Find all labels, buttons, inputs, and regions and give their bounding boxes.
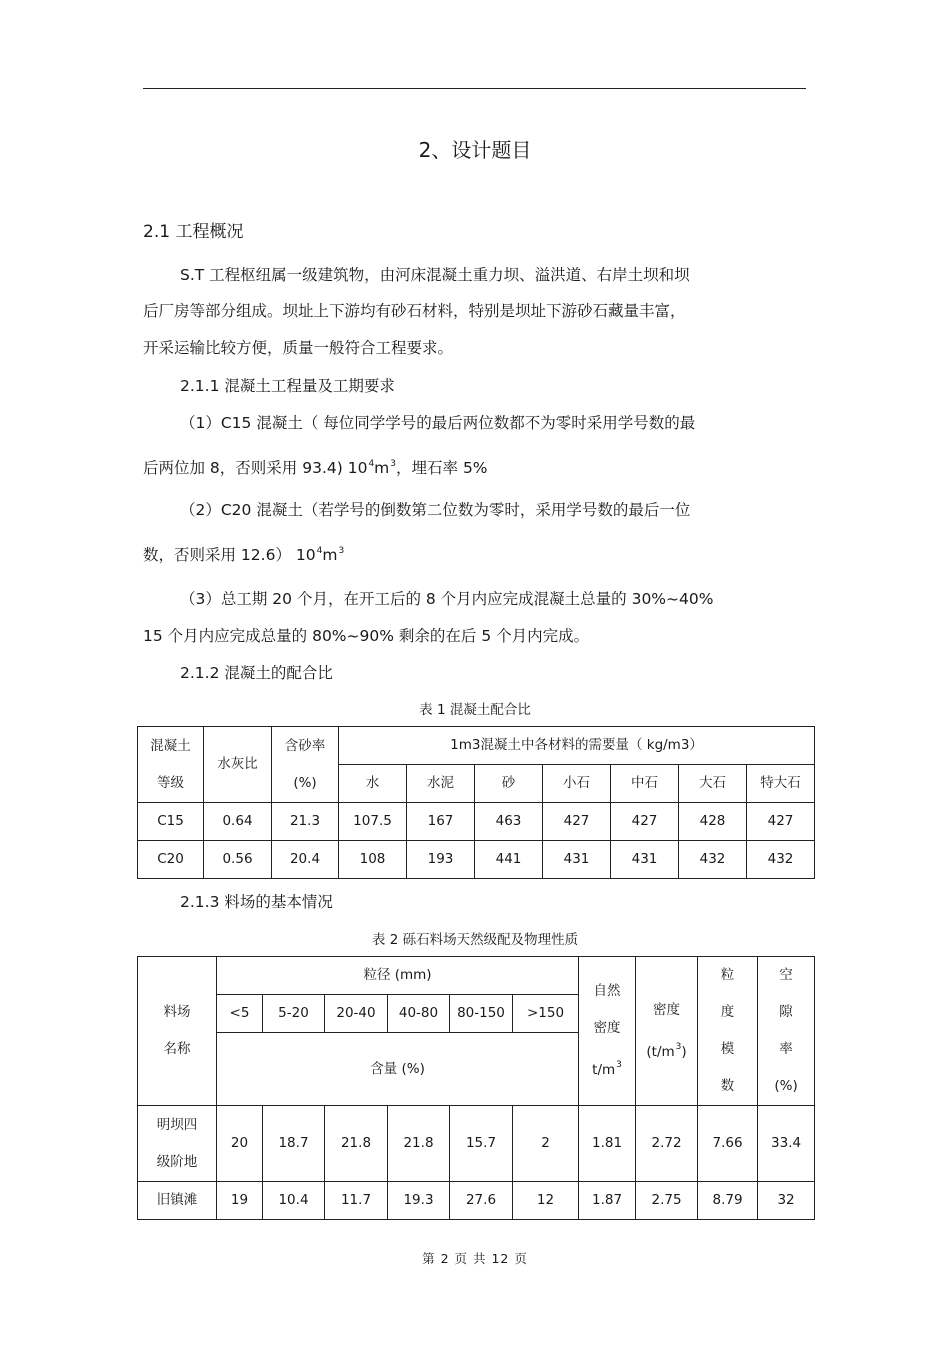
cell: 431 [543,841,611,879]
cell: 33.4 [758,1106,815,1182]
cell: 2 [513,1106,579,1182]
heading-2-1: 2.1 工程概况 [143,222,244,242]
item1-line-1: （1）C15 混凝土（ 每位同学学号的最后两位数都不为零时采用学号数的最 [180,414,696,432]
cell: 431 [611,841,679,879]
cell: 19.3 [388,1182,450,1220]
cell: 432 [747,841,815,879]
intro-line-3: 开采运输比较方便，质量一般符合工程要求。 [143,339,454,357]
cell: 2.72 [636,1106,698,1182]
mix-ratio-table [137,726,815,879]
header-water-cement: 水灰比 [204,727,272,803]
cell: 427 [611,803,679,841]
subheader-small-stone: 小石 [543,765,611,803]
cell: 7.66 [698,1106,758,1182]
page-footer: 第 2 页 共 12 页 [422,1251,528,1266]
cell: 427 [543,803,611,841]
cell: 21.8 [388,1106,450,1182]
item1-line-2: 后两位加 8，否则采用 93.4) $10^4m^3$，埋石率 5% [143,459,488,477]
cell: 432 [679,841,747,879]
cell: 18.7 [263,1106,325,1182]
size-40-80: 40-80 [388,995,450,1033]
subheader-cement: 水泥 [407,765,475,803]
table-row [138,841,815,879]
table-row [138,803,815,841]
cell: 108 [339,841,407,879]
item2-line-1: （2）C20 混凝土（若学号的倒数第二位数为零时，采用学号数的最后一位 [180,501,691,519]
size-gt150: >150 [513,995,579,1033]
header-materials: 1m3混凝土中各材料的需要量（ kg/m3） [339,727,815,765]
cell: 1.87 [579,1182,636,1220]
header-rule [143,88,806,89]
site-name: 明坝四 级阶地 [138,1106,217,1182]
table1-caption: 表 1 混凝土配合比 [419,702,531,718]
header-void-ratio: 空 隙 率 (%) [758,957,815,1106]
subheader-water: 水 [339,765,407,803]
item3-line-2: 15 个月内应完成总量的 80%~90% 剩余的在后 5 个月内完成。 [143,627,590,645]
heading-2-1-3: 2.1.3 料场的基本情况 [180,893,333,911]
header-fineness-modulus: 粒 度 模 数 [698,957,758,1106]
section-title: 2、设计题目 [418,138,532,162]
cell: 21.3 [272,803,339,841]
heading-2-1-2: 2.1.2 混凝土的配合比 [180,664,333,682]
cell: 20 [217,1106,263,1182]
cell: 20.4 [272,841,339,879]
intro-line-1: S.T 工程枢纽属一级建筑物，由河床混凝土重力坝、溢洪道、右岸土坝和坝 [180,266,690,284]
table-row [138,1182,815,1220]
size-5-20: 5-20 [263,995,325,1033]
cell: C15 [138,803,204,841]
cell: 107.5 [339,803,407,841]
cell: 428 [679,803,747,841]
cell: 0.64 [204,803,272,841]
cell: 21.8 [325,1106,388,1182]
cell: 27.6 [450,1182,513,1220]
header-sand-ratio: 含砂率 (%) [272,727,339,803]
cell: 8.79 [698,1182,758,1220]
cell: 463 [475,803,543,841]
cell: 441 [475,841,543,879]
cell: 193 [407,841,475,879]
item2-line-2: 数，否则采用 12.6） $10^4m^3$ [143,546,345,564]
cell: 0.56 [204,841,272,879]
cell: 19 [217,1182,263,1220]
cell: 427 [747,803,815,841]
subheader-sand: 砂 [475,765,543,803]
intro-line-2: 后厂房等部分组成。坝址上下游均有砂石材料，特别是坝址下游砂石藏量丰富， [143,302,686,320]
header-density: 密度 $(t/m^3)$ [636,957,698,1106]
heading-2-1-1: 2.1.1 混凝土工程量及工期要求 [180,377,395,395]
cell: 10.4 [263,1182,325,1220]
size-80-150: 80-150 [450,995,513,1033]
subheader-extra-large-stone: 特大石 [747,765,815,803]
header-site-name: 料场 名称 [138,957,217,1106]
subheader-medium-stone: 中石 [611,765,679,803]
header-content: 含量 (%) [217,1033,579,1106]
table2-caption: 表 2 砾石料场天然级配及物理性质 [371,932,579,948]
header-natural-density: 自然 密度 $t/m^3$ [579,957,636,1106]
gravel-site-table [137,956,815,1220]
cell: 2.75 [636,1182,698,1220]
cell: 15.7 [450,1106,513,1182]
subheader-large-stone: 大石 [679,765,747,803]
cell: 1.81 [579,1106,636,1182]
table-row [138,1106,815,1182]
cell: C20 [138,841,204,879]
header-particle-size: 粒径 (mm) [217,957,579,995]
header-grade: 混凝土 等级 [138,727,204,803]
cell: 167 [407,803,475,841]
cell: 32 [758,1182,815,1220]
cell: 12 [513,1182,579,1220]
cell: 11.7 [325,1182,388,1220]
size-lt5: <5 [217,995,263,1033]
size-20-40: 20-40 [325,995,388,1033]
site-name: 旧镇滩 [138,1182,217,1220]
item3-line-1: （3）总工期 20 个月，在开工后的 8 个月内应完成混凝土总量的 30%~40% [180,590,714,608]
